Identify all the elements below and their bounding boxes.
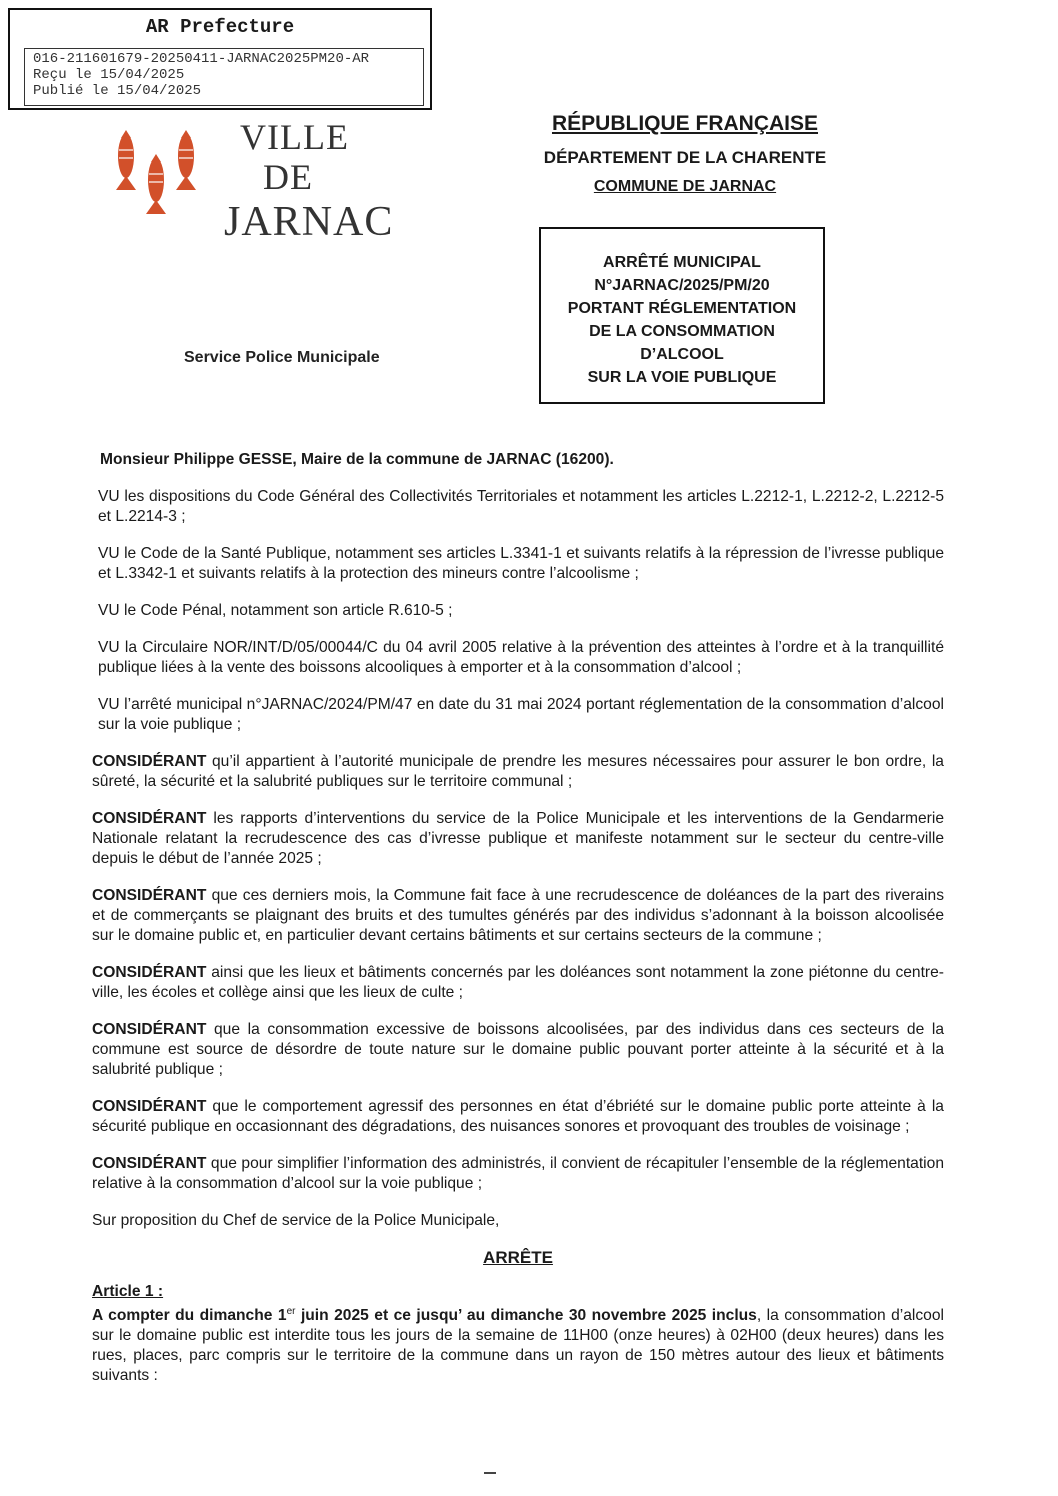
considerant-text: que ces derniers mois, la Commune fait face à une recrudescence de doléances de la part des riverains et de commerçants se plaignant des bruits et des tumultes générés par des individus s’adonnant à la boisson alcoolisée sur le domaine public et, en particulier devant certains bâtiments et sur certains secteurs de la commune ; (92, 887, 944, 944)
proposition-line: Sur proposition du Chef de service de la Police Municipale, (92, 1212, 500, 1229)
considerant-paragraph (92, 809, 944, 869)
vu-paragraph: VU les dispositions du Code Général des Collectivités Territoriales et notamment les articles L.2212-1, L.2212-2, L.2212-5 et L.2214-3 ; (98, 488, 944, 525)
page-continuation-mark (484, 1472, 496, 1474)
ville-de-jarnac-logo (100, 112, 400, 272)
considerant-label: CONSIDÉRANT (92, 887, 207, 904)
arrete-box-line: PORTANT RÉGLEMENTATION (567, 300, 797, 317)
considerant-text: que le comportement agressif des personnes en état d’ébriété sur le domaine public porte atteinte à la sécurité publique en occasionnant des dégradations, des nuisances sonores et provoquant des troubles de voisinage ; (92, 1098, 944, 1135)
republic-header (520, 112, 850, 196)
article-1-body: , la consommation d’alcool sur le domaine public est interdite tous les jours de la semaine de 11H00 (onze heures) à 02H00 (deux heures) dans les rues, places, parc compris sur le territoire de la commune dans un rayon de 150 mètres autour des lieux et bâtiments suivants : (92, 1307, 944, 1385)
arrete-box-line: N°JARNAC/2025/PM/20 (594, 277, 770, 294)
article-1-text (92, 1302, 944, 1386)
considerant-text: ainsi que les lieux et bâtiments concernés par les doléances sont notamment la zone piétonne du centre-ville, les écoles et collège ainsi que les lieux de culte ; (92, 964, 944, 1001)
considerant-paragraph (92, 752, 944, 792)
prefecture-stamp (8, 8, 432, 110)
arrete-box-line: D’ALCOOL (640, 346, 724, 363)
considerant-paragraph (92, 963, 944, 1003)
logo-line-jarnac: JARNAC (224, 199, 394, 245)
considerant-paragraph (92, 1097, 944, 1137)
maire-line: Monsieur Philippe GESSE, Maire de la commune de JARNAC (16200). (100, 451, 614, 468)
considerant-text: les rapports d’interventions du service de la Police Municipale et les interventions de la Gendarmerie Nationale relatant la recrudescence des cas d’ivresse publique et manifeste notamment sur le secteur du centre-ville depuis le début de l’année 2025 ; (92, 810, 944, 867)
document-body (92, 450, 944, 1403)
vu-paragraph: VU le Code de la Santé Publique, notamment ses articles L.3341-1 et suivants relatifs à la répression de l’ivresse publique et L.3342-1 et suivants relatifs à la protection des mineurs contre l’alcoolisme ; (98, 545, 944, 582)
article-1-sup: er (286, 1306, 296, 1317)
considerant-text: que la consommation excessive de boissons alcoolisées, par des individus dans ces secteurs de la commune est source de désordre de toute nature sur le domaine public pouvant porter atteinte à la sécurité et à la salubrité publique ; (92, 1021, 944, 1078)
article-1-date-start: A compter du dimanche 1 (92, 1307, 287, 1325)
stamp-published: Publié le 15/04/2025 (33, 83, 202, 99)
vu-paragraph: VU la Circulaire NOR/INT/D/05/00044/C du 04 avril 2005 relative à la prévention des atteintes à l’ordre et à la tranquillité publique liées à la vente des boissons alcooliques à emporter et à la consommation d’alcool ; (98, 639, 944, 676)
commune-title: COMMUNE DE JARNAC (593, 178, 777, 195)
considerant-label: CONSIDÉRANT (92, 1021, 207, 1038)
arrete-box-line: SUR LA VOIE PUBLIQUE (587, 369, 777, 386)
vu-paragraph: VU l’arrêté municipal n°JARNAC/2024/PM/47 en date du 31 mai 2024 portant réglementation de la consommation d’alcool sur la voie publique ; (98, 696, 944, 733)
republique-title: RÉPUBLIQUE FRANÇAISE (551, 112, 819, 135)
considerant-label: CONSIDÉRANT (92, 810, 207, 827)
arrete-title-box (539, 227, 825, 404)
departement-title: DÉPARTEMENT DE LA CHARENTE (543, 148, 827, 167)
logo-line-de: DE (263, 157, 313, 197)
considerant-text: que pour simplifier l’information des administrés, il convient de récapituler l’ensemble de la réglementation relative à la consommation d’alcool sur la voie publique ; (92, 1155, 944, 1192)
arrete-heading: ARRÊTE (483, 1248, 553, 1267)
considerant-paragraph (92, 1154, 944, 1194)
vu-paragraph: VU le Code Pénal, notamment son article R.610-5 ; (98, 602, 453, 619)
article-1-title: Article 1 : (92, 1283, 164, 1300)
stamp-title: AR Prefecture (145, 16, 295, 38)
stamp-ref: 016-211601679-20250411-JARNAC2025PM20-AR (33, 51, 370, 67)
service-label: Service Police Municipale (184, 349, 380, 366)
stamp-received: Reçu le 15/04/2025 (33, 67, 185, 83)
considerant-label: CONSIDÉRANT (92, 1155, 207, 1172)
considerant-label: CONSIDÉRANT (92, 964, 207, 981)
article-1-date-end: juin 2025 et ce jusqu’ au dimanche 30 novembre 2025 inclus (295, 1307, 757, 1325)
logo-line-ville: VILLE (240, 117, 349, 157)
considerant-paragraph (92, 886, 944, 946)
considerant-label: CONSIDÉRANT (92, 753, 207, 770)
stamp-details (24, 48, 424, 106)
considerant-label: CONSIDÉRANT (92, 1098, 207, 1115)
considerant-text: qu’il appartient à l’autorité municipale de prendre les mesures nécessaires pour assurer le bon ordre, la sûreté, la sécurité et la salubrité publiques sur le territoire communal ; (92, 753, 944, 790)
considerant-paragraph (92, 1020, 944, 1080)
arrete-box-line: DE LA CONSOMMATION (589, 323, 775, 340)
fish-emblem-icon (108, 124, 208, 234)
arrete-box-line: ARRÊTÉ MUNICIPAL (603, 254, 761, 271)
